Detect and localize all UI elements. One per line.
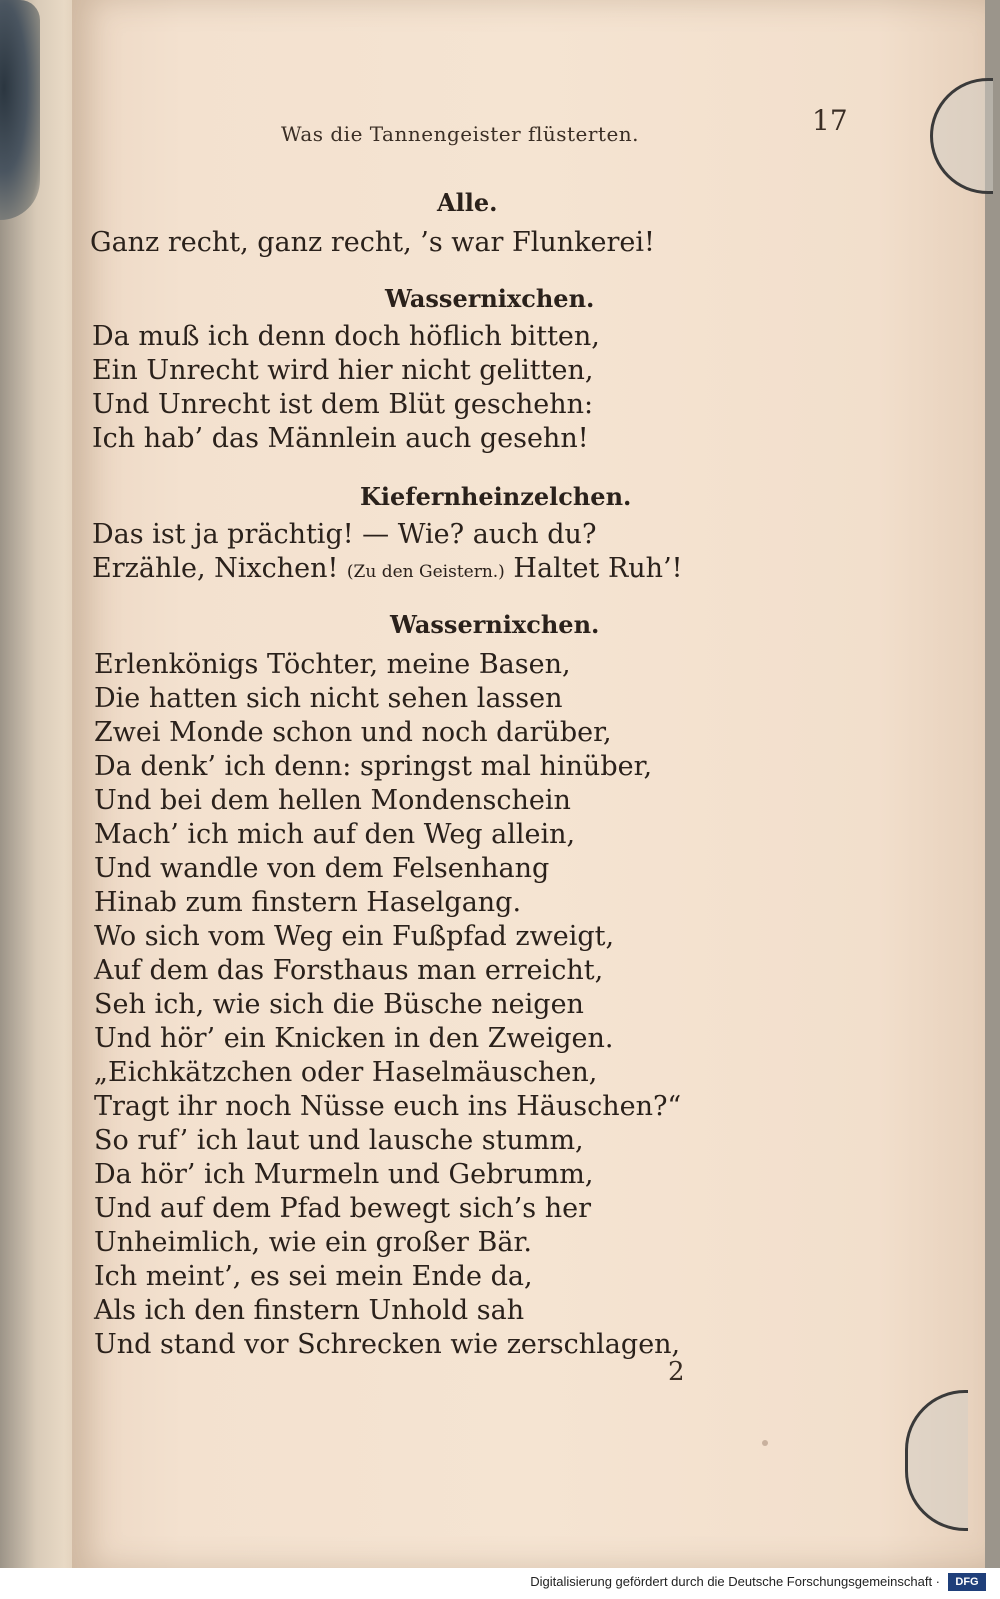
verse-line: Hinab zum finstern Haselgang. [94, 887, 522, 918]
page-number: 17 [812, 104, 848, 137]
verse-line: Seh ich, wie sich die Büsche neigen [94, 989, 584, 1020]
verse-line: Ein Unrecht wird hier nicht gelitten, [92, 355, 594, 386]
book-binding [0, 0, 40, 220]
verse-line: Da hör’ ich Murmeln und Gebrumm, [94, 1159, 594, 1190]
verse-line: Ich hab’ das Männlein auch gesehn! [92, 423, 589, 454]
speaker-heading: Wassernixchen. [390, 610, 600, 639]
verse-line: Das ist ja prächtig! — Wie? auch du? [92, 519, 597, 550]
digitization-footer [0, 1568, 1000, 1599]
verse-line: Und bei dem hellen Mondenschein [94, 785, 571, 816]
right-page-edge [985, 0, 1000, 1568]
signature-mark: 2 [668, 1357, 685, 1387]
verse-block [92, 518, 683, 589]
verse-line: Zwei Monde schon und noch darüber, [94, 717, 612, 748]
verse-line: Ganz recht, ganz recht, ’s war Flunkerei! [90, 227, 655, 258]
verse-line: Mach’ ich mich auf den Weg allein, [94, 819, 576, 850]
verse-line: Erlenkönigs Töchter, meine Basen, [94, 649, 571, 680]
verse-line: Und auf dem Pfad bewegt sich’s her [94, 1193, 592, 1224]
verse-line: Tragt ihr noch Nüsse euch ins Häuschen?“ [94, 1091, 682, 1122]
verse-line: Die hatten sich nicht sehen lassen [94, 683, 563, 714]
verse-line: Wo sich vom Weg ein Fußpfad zweigt, [94, 921, 615, 952]
verse-line: Als ich den finstern Unhold sah [94, 1295, 525, 1326]
running-head: Was die Tannengeister flüsterten. [281, 122, 640, 146]
paper-spot [762, 1440, 768, 1446]
verse-line: Und hör’ ein Knicken in den Zweigen. [94, 1023, 614, 1054]
speaker-heading: Alle. [437, 188, 498, 217]
verse-text: Haltet Ruh’! [513, 553, 683, 584]
verse-text: Erzähle, Nixchen! [92, 553, 339, 584]
verse-block [90, 226, 655, 260]
verse-line: Und wandle von dem Felsenhang [94, 853, 550, 884]
verse-line: Auf dem das Forsthaus man erreicht, [94, 955, 604, 986]
verse-line [92, 552, 683, 589]
verse-block [92, 320, 600, 456]
verse-line: Ich meint’, es sei mein Ende da, [94, 1261, 533, 1292]
funding-credit: Digitalisierung gefördert durch die Deutsche Forschungsgemeinschaft · [530, 1574, 940, 1589]
speaker-heading: Wassernixchen. [385, 284, 595, 313]
verse-line: Unheimlich, wie ein großer Bär. [94, 1227, 532, 1258]
verse-line: Und stand vor Schrecken wie zerschlagen, [94, 1329, 681, 1360]
speaker-heading: Kiefernheinzelchen. [360, 482, 632, 511]
verse-line: „Eichkätzchen oder Haselmäuschen, [94, 1057, 598, 1088]
stage-direction: (Zu den Geistern.) [346, 562, 505, 582]
verse-line: Und Unrecht ist dem Blüt geschehn: [92, 389, 594, 420]
dfg-logo: DFG [948, 1573, 986, 1591]
verse-line: Da denk’ ich denn: springst mal hinüber, [94, 751, 653, 782]
verse-line: So ruf’ ich laut und lausche stumm, [94, 1125, 584, 1156]
verse-block [94, 648, 681, 1362]
verse-line: Da muß ich denn doch höflich bitten, [92, 321, 600, 352]
